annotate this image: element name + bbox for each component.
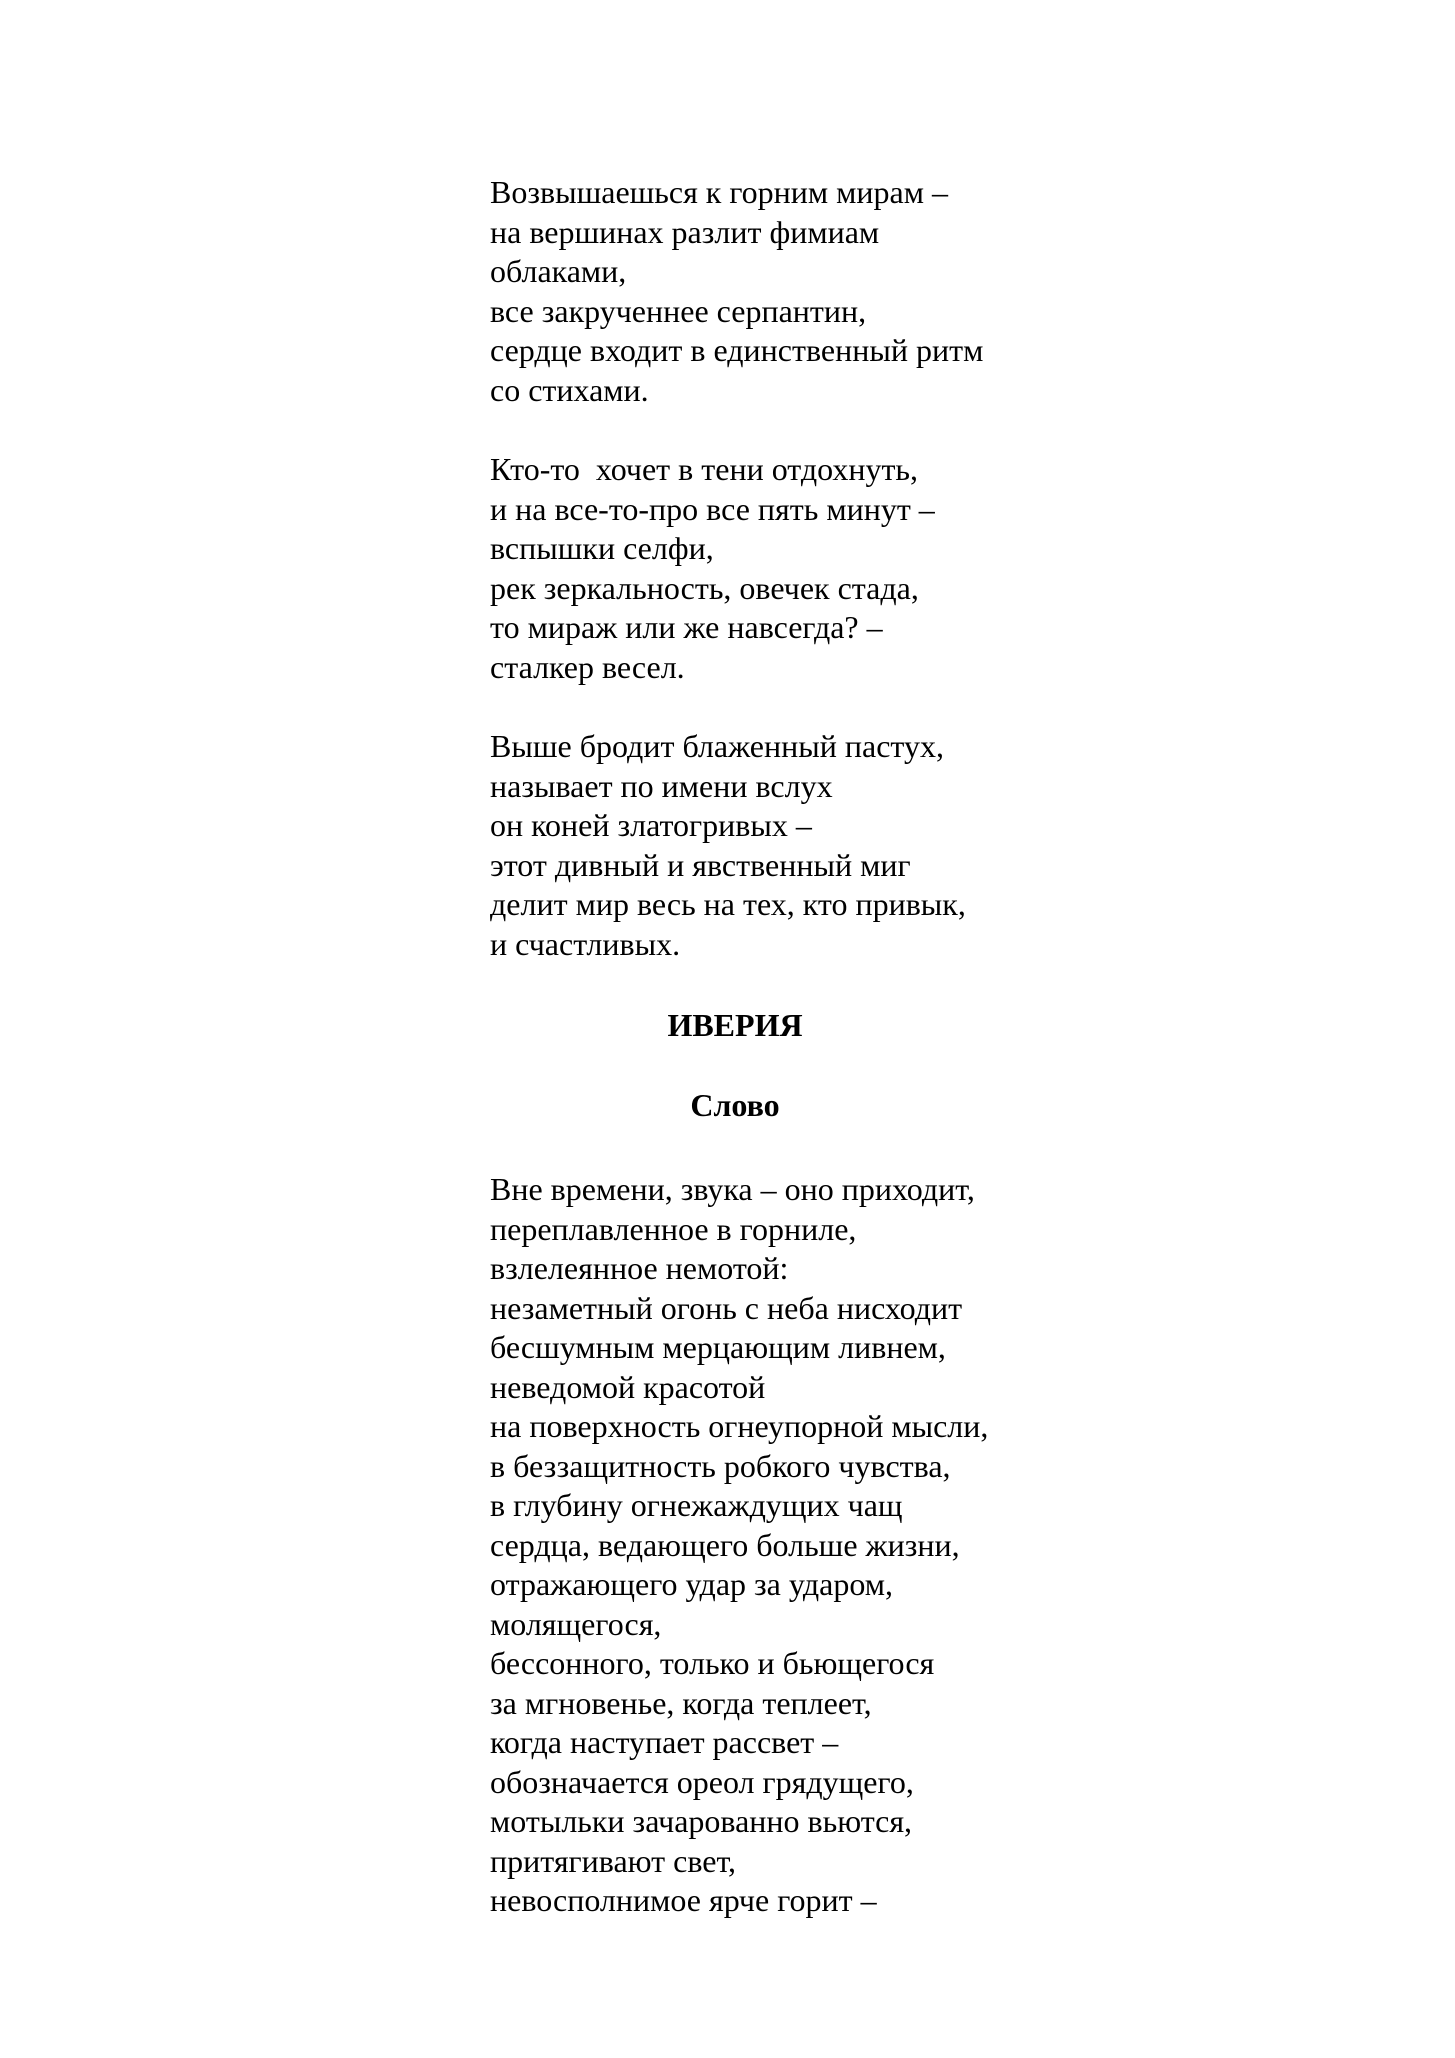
poem-line: бесшумным мерцающим ливнем, [490, 1329, 946, 1365]
poem-line: на поверхность огнеупорной мысли, [490, 1408, 989, 1444]
poem-line: и на все-то-про все пять минут – [490, 490, 935, 527]
poem-line: сердце входит в единственный ритм [490, 332, 984, 368]
poem-line: переплавленное в горниле, [490, 1210, 857, 1247]
poem-line: мотыльки зачарованно вьются, [490, 1803, 913, 1839]
poem-line: Возвышаешься к горним мирам – [490, 174, 948, 210]
section-title: ИВЕРИЯ [667, 1007, 803, 1043]
poem-line: называет по имени вслух [490, 767, 833, 804]
poem-line: невосполнимое ярче горит – [490, 1882, 877, 1918]
poem-line: за мгновенье, когда теплеет, [490, 1684, 872, 1721]
stanza-3 [490, 727, 1190, 964]
stanza-1 [490, 173, 1190, 410]
poem-line: неведомой красотой [490, 1368, 766, 1405]
poem-line: делит мир весь на тех, кто привык, [490, 886, 966, 922]
poem-line: Вне времени, звука – оно приходит, [490, 1171, 975, 1207]
poem-line: все закрученнее серпантин, [490, 292, 867, 329]
stanza-2 [490, 450, 1190, 687]
poem-line: бессонного, только и бьющегося [490, 1645, 935, 1681]
poem-line: вспышки селфи, [490, 530, 714, 566]
poem-line: в глубину огнежаждущих чащ [490, 1487, 903, 1523]
poem-line: со стихами. [490, 371, 649, 408]
poem-line: когда наступает рассвет – [490, 1724, 839, 1760]
poem-line: в беззащитность робкого чувства, [490, 1447, 951, 1484]
poem-line: Кто-то хочет в тени отдохнуть, [490, 451, 919, 487]
poem-line: отражающего удар за ударом, [490, 1566, 893, 1602]
poem-line: рек зеркальность, овечек стада, [490, 569, 919, 606]
poem-line: облаками, [490, 253, 627, 289]
poem-line: молящегося, [490, 1605, 662, 1642]
poem-line: на вершинах разлит фимиам [490, 213, 880, 250]
poem-body [490, 1170, 1190, 1921]
poem-title: Слово [690, 1087, 780, 1123]
poem-line: обозначается ореол грядущего, [490, 1763, 914, 1800]
poem-line: сталкер весел. [490, 648, 685, 685]
poem-line: притягивают свет, [490, 1842, 737, 1879]
poem-line: этот дивный и явственный миг [490, 846, 911, 883]
poem-line: и счастливых. [490, 925, 681, 962]
poem-line: сердца, ведающего больше жизни, [490, 1526, 960, 1563]
poem-line: незаметный огонь с неба нисходит [490, 1289, 963, 1326]
poem-line: он коней златогривых – [490, 807, 812, 843]
poem-line: взлелеянное немотой: [490, 1250, 789, 1286]
poem-line: то мираж или же навсегда? – [490, 609, 883, 645]
poem-line: Выше бродит блаженный пастух, [490, 728, 944, 764]
